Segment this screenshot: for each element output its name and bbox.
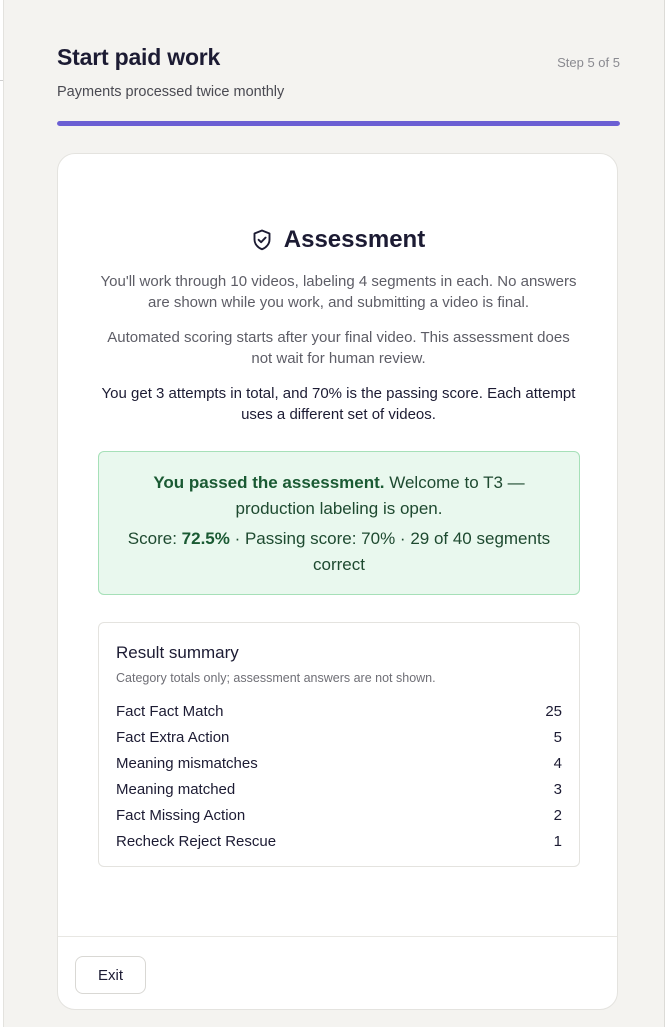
pass-message <box>119 470 559 522</box>
exit-button[interactable]: Exit <box>75 956 146 994</box>
score-label: Score: <box>127 529 182 548</box>
right-window-edge <box>664 0 671 1027</box>
assessment-title: Assessment <box>283 226 426 253</box>
shield-check-icon <box>250 228 274 252</box>
left-edge-divider <box>0 80 3 81</box>
summary-row-value: 3 <box>553 781 562 798</box>
summary-row <box>116 829 562 855</box>
score-value: 72.5% <box>181 529 230 548</box>
summary-row-label: Recheck Reject Rescue <box>116 833 277 850</box>
progress-bar-fill <box>57 121 620 126</box>
summary-row-value: 25 <box>545 703 562 720</box>
summary-row-label: Meaning mismatches <box>116 755 258 772</box>
pass-message-strong: You passed the assessment. <box>153 473 385 492</box>
footer-divider <box>58 936 617 937</box>
summary-row-value: 5 <box>553 729 562 746</box>
progress-bar <box>57 121 620 126</box>
summary-row-value: 4 <box>553 755 562 772</box>
assessment-card <box>57 153 618 1010</box>
attempts-description: You get 3 attempts in total, and 70% is the passing score. Each attempt uses a different set of videos. <box>101 385 576 423</box>
score-line <box>119 526 559 578</box>
summary-row-value: 1 <box>553 833 562 850</box>
page-title: Start paid work <box>57 44 221 70</box>
result-summary-list <box>116 699 562 855</box>
result-summary-title: Result summary <box>116 643 239 662</box>
result-summary-note: Category totals only; assessment answers are not shown. <box>116 671 436 685</box>
page-subtitle: Payments processed twice monthly <box>57 84 285 100</box>
summary-row-label: Fact Missing Action <box>116 807 246 824</box>
summary-row <box>116 751 562 777</box>
score-details: · Passing score: 70% · 29 of 40 segments correct <box>229 529 551 574</box>
left-window-edge <box>0 0 4 1027</box>
result-summary-panel <box>98 622 580 867</box>
summary-row-value: 2 <box>553 807 562 824</box>
summary-row <box>116 725 562 751</box>
assessment-description: You'll work through 10 videos, labeling 4 segments in each. No answers are shown while you work, and submitting a video is final. <box>100 273 577 311</box>
summary-row <box>116 699 562 725</box>
step-indicator: Step 5 of 5 <box>557 55 620 70</box>
assessment-header <box>58 226 617 254</box>
pass-result-banner <box>98 451 580 595</box>
summary-row-label: Fact Fact Match <box>116 703 224 720</box>
summary-row <box>116 803 562 829</box>
summary-row <box>116 777 562 803</box>
summary-row-label: Meaning matched <box>116 781 236 798</box>
summary-row-label: Fact Extra Action <box>116 729 230 746</box>
scoring-description: Automated scoring starts after your final video. This assessment does not wait for human review. <box>107 329 570 367</box>
pass-message-rest: Welcome to T3 — production labeling is open. <box>235 473 525 518</box>
